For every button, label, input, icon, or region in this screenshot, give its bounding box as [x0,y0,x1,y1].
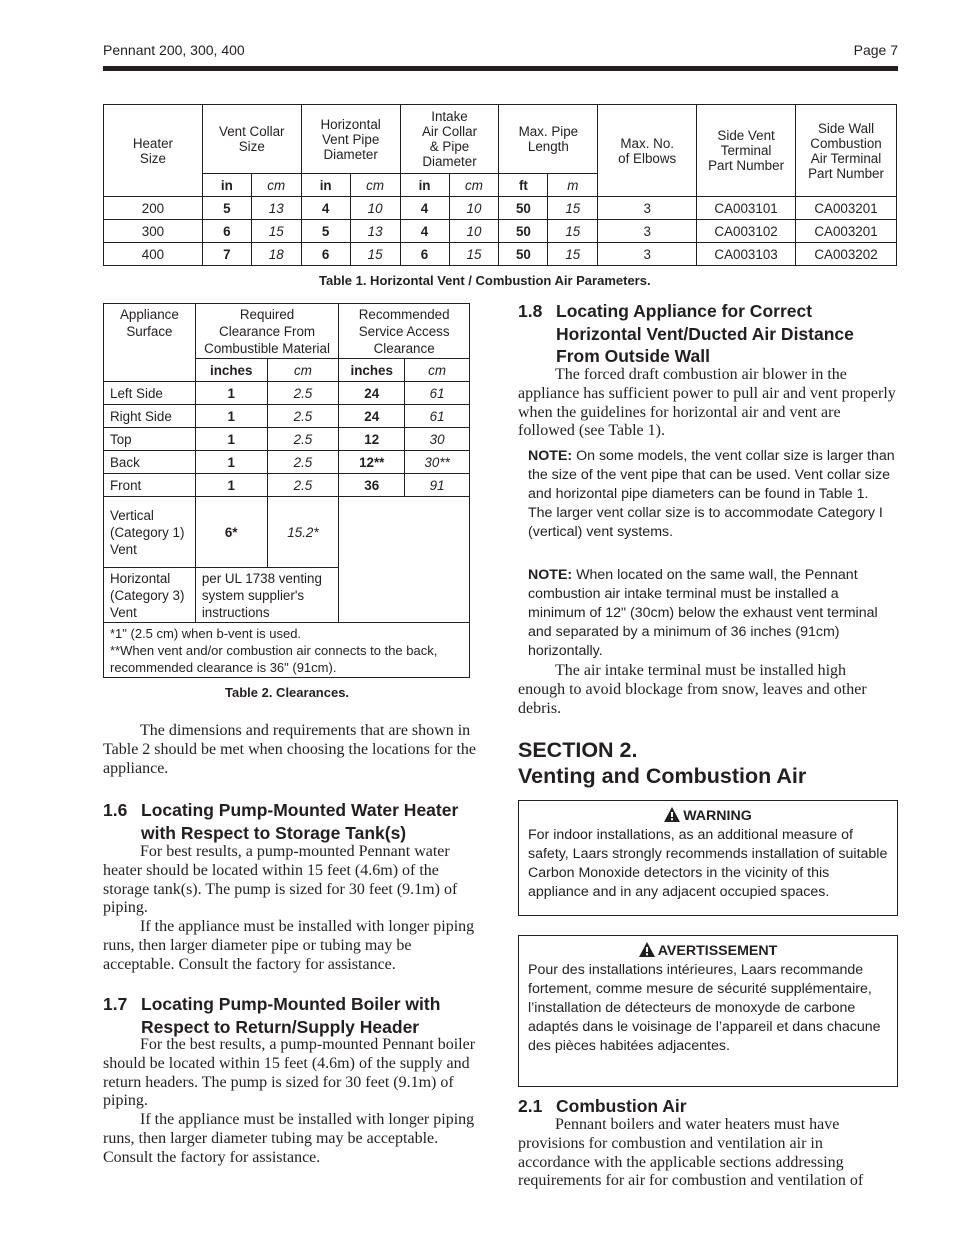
cell: 15 [251,220,301,243]
table2-footnote: *1" (2.5 cm) when b-vent is used. **When vent and/or combustion air connects to the back, recommended clearance is 36" (91cm). [104,623,470,678]
header-horizontal-vent-pipe: Horizontal Vent Pipe Diameter [301,105,400,174]
cell: 15 [350,243,400,266]
cell: 50 [499,220,548,243]
document-title: Pennant 200, 300, 400 [103,42,245,58]
unit-inches: inches [339,359,405,382]
unit-in: in [400,174,449,197]
cell: 2.5 [267,405,339,428]
section-2-1-heading: 2.1 Combustion Air [518,1096,687,1116]
cell: 3 [598,220,697,243]
cell: 1 [195,382,267,405]
cell: 15 [548,243,598,266]
header-intake-air-collar: Intake Air Collar & Pipe Diameter [400,105,499,174]
cell-surface: Back [104,451,196,474]
warning-icon [639,942,655,957]
warning-title: WARNING [683,808,752,824]
cell-horizontal-text: per UL 1738 venting system supplier's instructions [195,568,338,623]
cell: 10 [350,197,400,220]
header-appliance-surface: Appliance Surface [104,304,196,382]
header-rule [103,66,898,71]
warning-text: For indoor installations, as an additional measure of safety, Laars strongly recommends installation of suitable Carbon Monoxide detectors in the vicinity of this appliance and in any adjacent occupied spaces. [528,827,888,900]
unit-cm: cm [267,359,339,382]
table-row [104,405,470,428]
cell: CA003202 [796,243,897,266]
cell: 4 [301,197,350,220]
cell: CA003201 [796,220,897,243]
section-1-6-heading: 1.6 Locating Pump-Mounted Water Heater with Respect to Storage Tank(s) [103,800,459,843]
cell: 12 [339,428,405,451]
cell: 13 [251,197,301,220]
cell-surface: Front [104,474,196,497]
cell: 15 [548,220,598,243]
cell: 3 [598,243,697,266]
cell: 30** [405,451,470,474]
cell: 7 [202,243,251,266]
table-row [104,382,470,405]
cell: 6 [400,243,449,266]
cell-surface: Left Side [104,382,196,405]
cell-heater-size: 400 [104,243,203,266]
cell: 91 [405,474,470,497]
section-2-number: SECTION 2. [518,738,638,762]
cell: 2.5 [267,382,339,405]
cell: CA003101 [697,197,796,220]
cell: 6* [195,497,267,568]
cell: 2.5 [267,451,339,474]
table2-caption: Table 2. Clearances. [225,685,350,700]
cell: 4 [400,197,449,220]
cell-horizontal-vent: Horizontal (Category 3) Vent [104,568,196,623]
section-1-7-heading: 1.7 Locating Pump-Mounted Boiler with Respect to Return/Supply Header [103,994,441,1037]
cell: 13 [350,220,400,243]
cell-heater-size: 200 [104,197,203,220]
table1-caption: Table 1. Horizontal Vent / Combustion Air Parameters. [319,273,651,288]
cell: 24 [339,382,405,405]
cell: 1 [195,405,267,428]
cell: 50 [499,243,548,266]
warning-icon [664,807,680,822]
cell: 1 [195,428,267,451]
clearances-table [103,303,470,678]
header-max-elbows: Max. No. of Elbows [598,105,697,197]
cell: 50 [499,197,548,220]
cell: 61 [405,405,470,428]
avertissement-box [518,935,898,1087]
cell-surface: Top [104,428,196,451]
cell: CA003103 [697,243,796,266]
unit-cm: cm [251,174,301,197]
cell: CA003102 [697,220,796,243]
header-heater-size: Heater Size [104,105,203,197]
cell: 12** [339,451,405,474]
cell: 61 [405,382,470,405]
unit-cm: cm [350,174,400,197]
cell: 1 [195,474,267,497]
section-2-title: Venting and Combustion Air [518,764,807,788]
cell: 18 [251,243,301,266]
cell-heater-size: 300 [104,220,203,243]
header-max-pipe-length: Max. Pipe Length [499,105,598,174]
table-row [104,451,470,474]
section-1-8-heading: 1.8 Locating Appliance for Correct Horizontal Vent/Ducted Air Distance From Outside Wall [518,301,854,366]
table-row [104,243,897,266]
cell: 6 [301,243,350,266]
cell-vertical-vent: Vertical (Category 1) Vent [104,497,196,568]
cell: 15.2* [267,497,339,568]
cell: 4 [400,220,449,243]
unit-cm: cm [449,174,499,197]
note-intake-terminal: NOTE: When located on the same wall, the Pennant combustion air intake terminal must be installed a minimum of 12" (30cm) below the exhaust vent terminal and separated by a minimum of 36 inches (91cm) horizontally. [528,567,878,659]
unit-in: in [301,174,350,197]
unit-cm: cm [405,359,470,382]
header-required-clearance: Required Clearance From Combustible Material [195,304,338,359]
unit-ft: ft [499,174,548,197]
cell: 30 [405,428,470,451]
cell-empty [339,497,470,623]
note-vent-collar: NOTE: On some models, the vent collar size is larger than the size of the vent pipe that can be used. Vent collar size and horizontal pipe diameters can be found in Table 1. The larger vent collar size is to accommodate Category I (vertical) vent systems. [528,448,895,540]
section-2-1-paragraph: Pennant boilers and water heaters must have provisions for combustion and ventilation air in accordance with the applicable sections addressing requirements for air for combustion and ventilation of [518,1116,864,1190]
table-row [104,220,897,243]
header-service-clearance: Recommended Service Access Clearance [339,304,470,359]
cell: 36 [339,474,405,497]
cell: 3 [598,197,697,220]
cell: 10 [449,220,499,243]
table-row [104,197,897,220]
unit-m: m [548,174,598,197]
section-2-heading [518,737,806,789]
section-1-7-paragraph-1: For the best results, a pump-mounted Pennant boiler should be located within 15 feet (4.6m) of the supply and return headers. The pump is sized for 30 feet (9.1m) of piping. [103,1036,476,1110]
header-side-wall-air-terminal: Side Wall Combustion Air Terminal Part Number [796,105,897,197]
section-1-6-paragraph-1: For best results, a pump-mounted Pennant water heater should be located within 15 feet (4.6m) of the storage tank(s). The pump is sized for 30 feet (9.1m) of piping. [103,843,458,917]
cell-surface: Right Side [104,405,196,428]
avertissement-text: Pour des installations intérieures, Laars recommande fortement, comme mesure de sécurité supplémentaire, l’installation de détecteurs de monoxyde de carbone adaptés dans le voisinage de l’appareil et dans chacune des pièces habitées adjacentes. [528,962,881,1054]
header-vent-collar-size: Vent Collar Size [202,105,301,174]
table-row [104,497,470,568]
cell: 6 [202,220,251,243]
section-1-8-paragraph-2: The air intake terminal must be installed high enough to avoid blockage from snow, leaves and other debris. [518,662,867,717]
cell: 10 [449,197,499,220]
section-1-8-paragraph-1: The forced draft combustion air blower in the appliance has sufficient power to pull air and vent properly when the guidelines for horizontal air and vent are followed (see Table 1). [518,366,896,440]
page-number: Page 7 [853,42,898,58]
avertissement-title: AVERTISSEMENT [657,943,778,959]
cell: 5 [301,220,350,243]
table-row [104,474,470,497]
warning-box [518,800,898,916]
table-row [104,428,470,451]
unit-inches: inches [195,359,267,382]
unit-in: in [202,174,251,197]
table-row [104,623,470,678]
section-1-7-paragraph-2: If the appliance must be installed with longer piping runs, then larger diameter tubing may be acceptable. Consult the factory for assistance. [103,1111,475,1166]
cell: 1 [195,451,267,474]
cell: 15 [548,197,598,220]
header-side-vent-terminal: Side Vent Terminal Part Number [697,105,796,197]
cell: 5 [202,197,251,220]
vent-parameters-table [103,104,897,266]
cell: 2.5 [267,428,339,451]
cell: 15 [449,243,499,266]
cell: 24 [339,405,405,428]
cell: CA003201 [796,197,897,220]
cell: 2.5 [267,474,339,497]
section-1-6-paragraph-2: If the appliance must be installed with longer piping runs, then larger diameter pipe or tubing may be acceptable. Consult the factory for assistance. [103,918,475,973]
intro-paragraph: The dimensions and requirements that are shown in Table 2 should be met when choosing the locations for the appliance. [103,722,477,777]
